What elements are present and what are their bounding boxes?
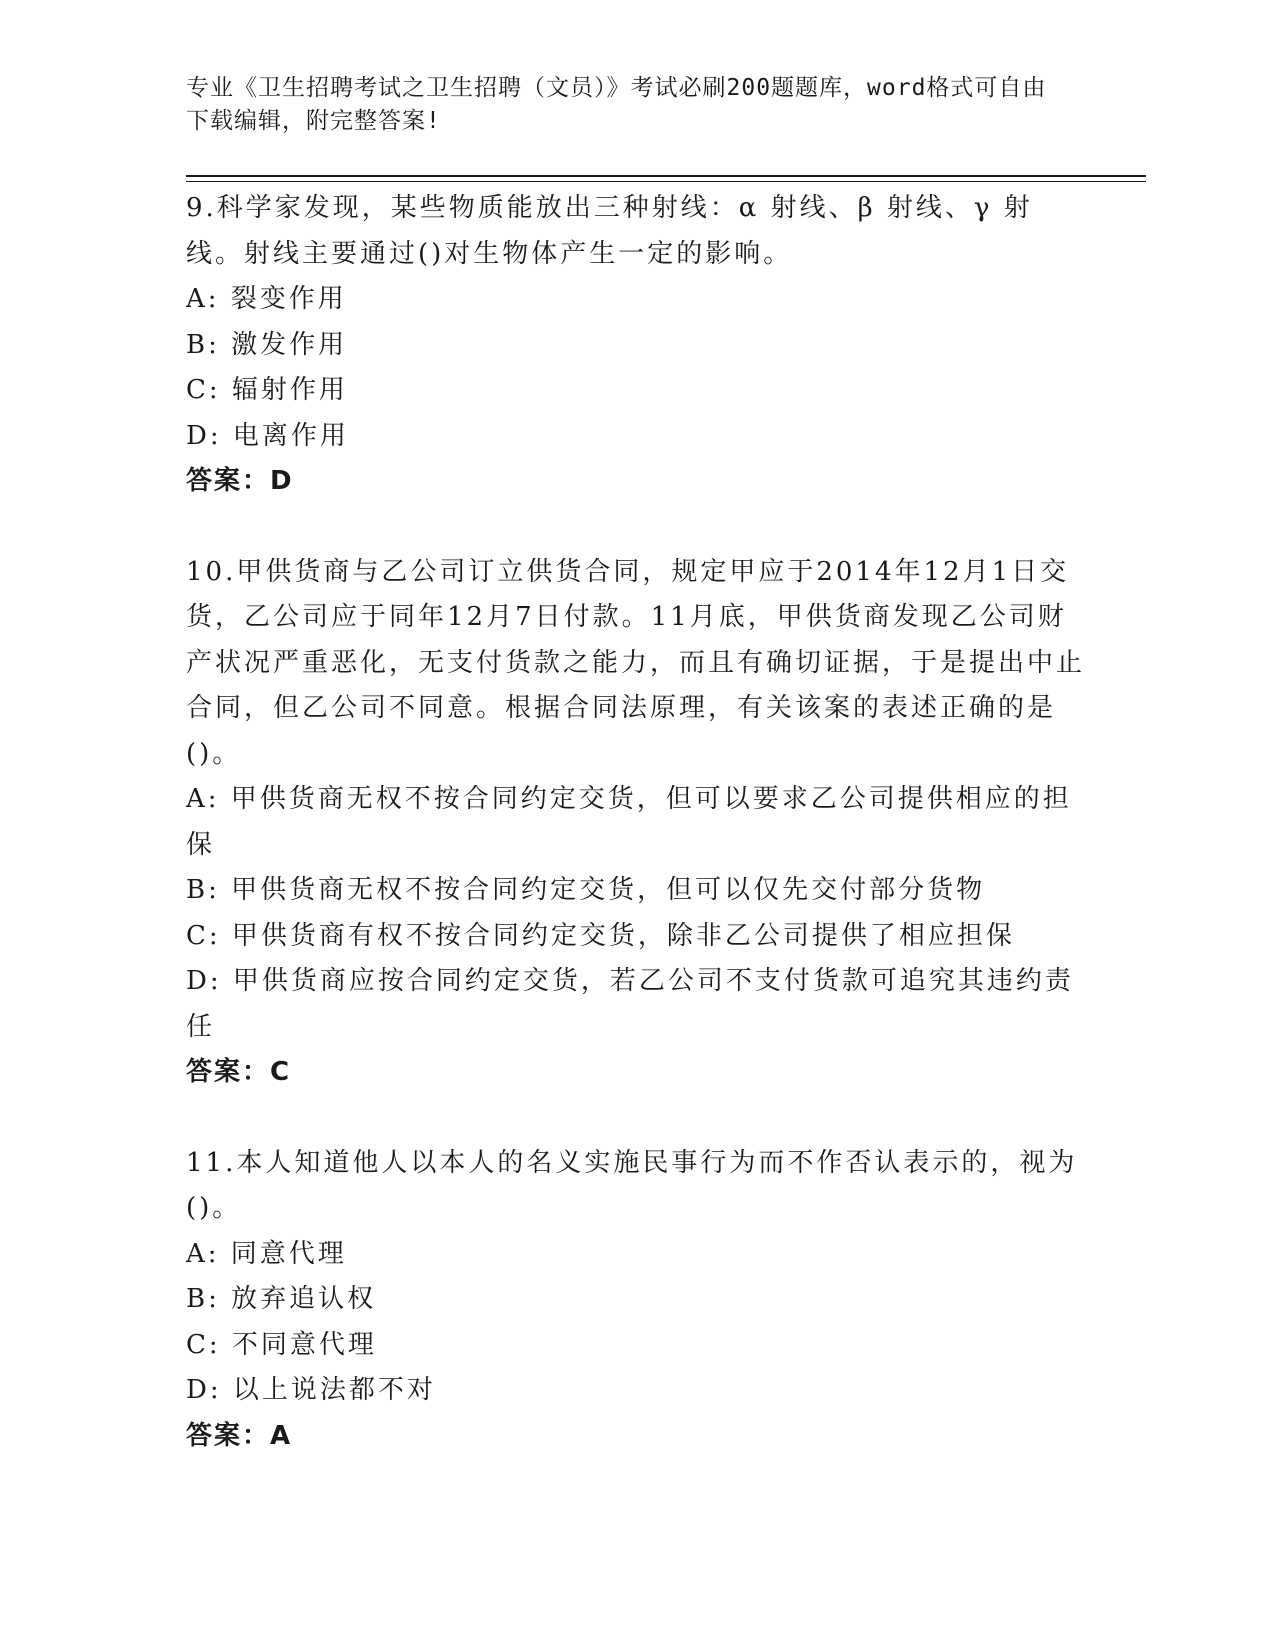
question-11 <box>186 1141 1086 1460</box>
document-header <box>186 72 1066 138</box>
option-b: B: 放弃追认权 <box>186 1284 377 1314</box>
question-10 <box>186 550 1086 1096</box>
question-stem: 11.本人知道他人以本人的名义实施民事行为而不作否认表示的，视为()。 <box>186 1147 1078 1223</box>
option-a: A: 同意代理 <box>186 1238 347 1269</box>
answer-line: 答案：A <box>186 1420 293 1451</box>
option-c: C: 不同意代理 <box>186 1329 377 1360</box>
answer-line: 答案：D <box>186 466 294 496</box>
question-spacer <box>186 505 1086 550</box>
question-list <box>186 186 1086 1459</box>
option-b: B: 激发作用 <box>186 329 348 360</box>
option-c: C: 辐射作用 <box>186 375 348 405</box>
option-b: B: 甲供货商无权不按合同约定交货，但可以仅先交付部分货物 <box>186 875 986 905</box>
option-d: D: 以上说法都不对 <box>186 1375 436 1405</box>
option-d: D: 电离作用 <box>186 420 349 451</box>
answer-line: 答案：C <box>186 1057 292 1087</box>
option-a: A: 甲供货商无权不按合同约定交货，但可以要求乙公司提供相应的担保 <box>186 784 1072 860</box>
option-d: D: 甲供货商应按合同约定交货，若乙公司不支付货款可追究其违约责任 <box>186 966 1074 1042</box>
option-c: C: 甲供货商有权不按合同约定交货，除非乙公司提供了相应担保 <box>186 920 1015 951</box>
question-stem: 9.科学家发现，某些物质能放出三种射线：α 射线、β 射线、γ 射线。射线主要通过()对生物体产生一定的影响。 <box>186 193 1033 269</box>
option-a: A: 裂变作用 <box>186 284 347 314</box>
question-9 <box>186 186 1086 505</box>
document-title: 专业《卫生招聘考试之卫生招聘（文员）》考试必刷200题题库，word格式可自由下载编辑，附完整答案! <box>186 75 1047 134</box>
header-rule-thin <box>186 181 1146 182</box>
header-rule-thick <box>186 175 1146 177</box>
question-stem: 10.甲供货商与乙公司订立供货合同，规定甲应于2014年12月1日交货，乙公司应于同年12月7日付款。11月底，甲供货商发现乙公司财产状况严重恶化，无支付货款之能力，而且有确切证据，于是提出中止合同，但乙公司不同意。根据合同法原理，有关该案的表述正确的是()。 <box>186 556 1086 769</box>
question-spacer <box>186 1096 1086 1141</box>
